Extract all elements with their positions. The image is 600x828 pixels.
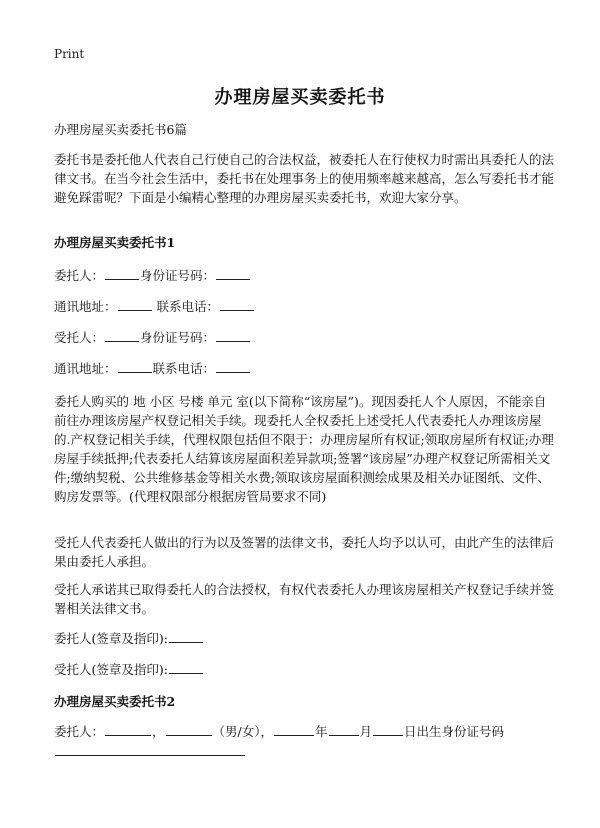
section2-client-label: 委托人： [54, 724, 105, 739]
client-address-row [54, 297, 554, 316]
liability-paragraph: 受托人代表委托人做出的行为以及签署的法律文书，委托人均予以认可，由此产生的法律后果由委托人承担。 [54, 535, 555, 569]
section2-comma-1: ， [152, 724, 165, 739]
section2-month: 月 [359, 724, 373, 739]
section2-day-blank[interactable] [373, 723, 403, 736]
agent-signature-blank[interactable] [169, 661, 203, 674]
doc-subtitle: 办理房屋买卖委托书6篇 [54, 122, 187, 137]
authorization-paragraph: 委托人购买的 地 小区 号楼 单元 室(以下简称“该房屋”)。现因委托人个人原因，不能亲自前往办理该房屋产权登记相关手续。现委托人全权委托上述受托人代表委托人办理该房屋的.产权登记相关手续，代理权限包括但不限于：办理房屋所有权证;领取房屋所有权证;办理房屋手续抵押;代表委托人结算该房屋面积差异款项;签署“该房屋”办理产权登记所需相关文件;缴纳契税、公共维修基金等相关水费;领取该房屋面积测绘成果及相关办证图纸、文件、购房发票等。(代理权限部分根据房管局要求不同) [54, 394, 554, 504]
section1-heading: 办理房屋买卖委托书1 [54, 235, 176, 250]
client-address-label: 通讯地址： [54, 299, 117, 314]
intro-paragraph: 委托书是委托他人代表自己行使自己的合法权益，被委托人在行使权力时需出具委托人的法律文书。在当今社会生活中，委托书在处理事务上的使用频率越来越高，怎么写委托书才能避免踩雷呢？下面是小编精心整理的办理房屋买卖委托书，欢迎大家分享。 [54, 152, 555, 205]
agent-signature-row [54, 660, 554, 679]
agent-address-blank[interactable] [118, 360, 152, 373]
section2-id-blank[interactable] [55, 743, 245, 756]
agent-id-blank[interactable] [216, 329, 250, 342]
client-signature-label: 委托人(签章及指印): [54, 631, 168, 646]
agent-phone-label: 联系电话： [152, 361, 216, 376]
section2-blank-2[interactable] [166, 723, 212, 736]
section2-id-row [54, 742, 554, 761]
client-address-blank[interactable] [118, 298, 152, 311]
client-phone-blank[interactable] [220, 298, 254, 311]
client-id-label: 身份证号码： [140, 268, 216, 283]
agent-name-blank[interactable] [105, 329, 139, 342]
client-label: 委托人： [54, 268, 105, 283]
print-link[interactable]: Print [54, 47, 85, 61]
section2-comma-2: ， [260, 724, 274, 739]
page-title: 办理房屋买卖委托书 [214, 87, 386, 108]
agent-signature-label: 受托人(签章及指印): [54, 662, 168, 677]
client-field-row [54, 266, 554, 285]
client-phone-label: 联系电话： [156, 299, 220, 314]
section2-day-id-label: 日出生身份证号码 [404, 724, 505, 739]
client-id-blank[interactable] [216, 267, 250, 280]
section2-name-blank[interactable] [105, 723, 151, 736]
agent-address-row [54, 359, 554, 378]
client-signature-row [54, 629, 554, 648]
section2-client-row [54, 722, 554, 741]
agent-id-label: 身份证号码： [140, 330, 216, 345]
agent-field-row [54, 328, 554, 347]
section2-year-blank[interactable] [274, 723, 314, 736]
agent-label: 受托人： [54, 330, 105, 345]
client-signature-blank[interactable] [169, 630, 203, 643]
section2-year: 年 [315, 724, 328, 739]
client-name-blank[interactable] [105, 267, 139, 280]
agent-address-label: 通讯地址： [54, 361, 117, 376]
commitment-paragraph: 受托人承诺其已取得委托人的合法授权，有权代表委托人办理该房屋相关产权登记手续并签署相关法律文书。 [54, 582, 555, 616]
agent-phone-blank[interactable] [216, 360, 250, 373]
section2-heading: 办理房屋买卖委托书2 [54, 694, 176, 709]
section2-gender: （男/女） [212, 724, 261, 739]
section2-month-blank[interactable] [329, 723, 359, 736]
